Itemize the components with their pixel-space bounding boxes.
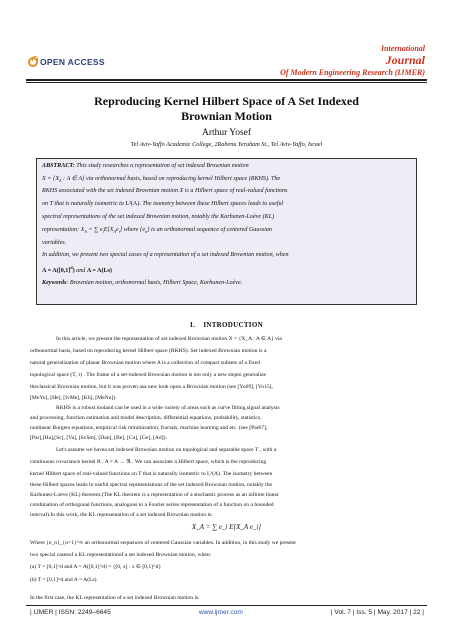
abstract-line-6: representation: $X_A$ = ∑ $e_iE[X_Ae_i]$ where $\{e_n\}$ is an orthonormal sequence of centered Gaussian: [42, 227, 272, 235]
abstract-text-6a: representation:: [42, 227, 81, 233]
page-footer: [30, 609, 424, 616]
header-divider: [26, 79, 427, 81]
footer-volume: | Vol. 7 | Iss. 5 | May. 2017 | 22 |: [330, 609, 424, 616]
abstract-kl-e: e: [115, 227, 119, 233]
footer-issn: | IJMER | ISSN: 2249–6645: [30, 609, 111, 616]
abstract-line-8: In addition, we present two special cases of a representation of a set indexed Brownian motion, when: [42, 252, 289, 258]
keywords-line: [42, 280, 414, 286]
abstract-line-5: spectral representations of the set indexed Brownian motion, notably the Karhunen-Loève (KL): [42, 214, 275, 220]
keywords-label: Keywords: [42, 280, 67, 286]
abstract-case-a-exp: d: [70, 265, 73, 270]
abstract-line-3: RKHS associated with the set indexed Brownian motion X is a Hilbert space of real-valued functions: [42, 188, 288, 194]
paper-title-line2: Brownian Motion: [181, 109, 272, 123]
case-b-line: (b) T = [0,1]^d and A = A(Ls): [30, 577, 97, 583]
body-line-17: interval).In this work, the KL representation of a set indexed Brownian motion is:: [30, 512, 213, 518]
abstract-line-7: variables.: [42, 240, 67, 246]
header-divider-thin: [26, 82, 427, 83]
abstract-text-4c: . The isometry between these Hilbert spaces leads to useful: [139, 201, 284, 207]
paper-title: [40, 94, 413, 124]
abstract-text-2: via orthonormal basis, based on reproducing kernel Hilbert space (RKHS). The: [84, 176, 281, 182]
open-access-lock-icon: [28, 57, 38, 67]
section-title: INTRODUCTION: [203, 321, 263, 329]
abstract-line-9: [42, 265, 414, 274]
abstract-case-a: A = A([0,1]: [42, 268, 71, 275]
body-line-11: Let's assume we havea set indexed Brownian motion on topological and separable space T , with a: [56, 447, 277, 453]
abstract-case-a-close: ): [72, 268, 75, 275]
abstract-and: and: [74, 268, 87, 275]
case-a-line: (a) T = [0,1]^d and A = A([0,1]^d) = {[0, x] : x ∈ [0,1]^d}: [30, 564, 162, 570]
body-line-08: and processing, function estimation and model description, differential equations, probability, statistics,: [30, 415, 262, 421]
abstract-formula-set: : A ∈ A}: [61, 176, 85, 182]
body-line-10: [Par],[Ha],[Sc], [Va], [ScSm], [Dan], [Be], [Cu], [Ge], [Ad]).: [30, 435, 167, 441]
abstract-text-6f: ] where {e: [119, 227, 146, 233]
journal-title-line1: International: [380, 44, 425, 53]
body-line-03: natural generalization of planar Brownian motion where A is a collection of compact subsets of a fixed: [30, 360, 260, 366]
body-line-12: continuous covariance kernel R : A × A → ℜ . We can associate a Hilbert space, which is the reproducing: [30, 459, 267, 465]
abstract-text-1: This study researches a representation of set indexed Brownian motion: [76, 163, 249, 169]
body-line-01: In this article, we present the representation of set indexed Brownian motion X = {X_A : A ∈ A} via: [56, 336, 282, 342]
body-line-16: combination of orthogonal functions, analogous to a Fourier series representation of a function on a bounded: [30, 502, 274, 508]
abstract-l2-formula: L²(A): [125, 201, 140, 207]
abstract-label: ABSTRACT:: [42, 163, 75, 169]
body-line-19: two special casesof a KL representationof a set indexed Brownian motion, when:: [30, 552, 212, 558]
body-line-18: Where {e_n}_{n=1}^∞ an orthonormal sequences of centered Gaussian variables. In addition, in this study we present: [30, 540, 296, 546]
footer-url[interactable]: www.ijmer.com: [198, 609, 243, 616]
body-line-05: theclassical Brownian motion, but it was proven asa new look upon a Brownian motion (see [Yo09], [Yo15],: [30, 384, 273, 390]
body-line-22: In the first case, the KL representation of a set indexed Brownian motion is:: [30, 595, 200, 601]
author-name: Arthur Yosef: [201, 128, 252, 138]
open-access-text: OPEN ACCESS: [40, 57, 105, 67]
keywords-text: : Brownian motion, orthonormal basis, Hilbert Space, Karhunen-Loève.: [66, 280, 243, 286]
abstract-line-2: $X = \{X_A$ : A ∈ A} via orthonormal basis, based on reproducing kernel Hilbert space (RKHS). The: [42, 176, 281, 184]
abstract-kl-exp: E[X: [103, 227, 114, 233]
journal-title-line2: Journal: [385, 53, 425, 67]
author-affiliation: Tel Aviv-Yaffo Academic College, 2Rabenu Yeruham St., Tel Aviv-Yaffo, Israel: [130, 141, 323, 148]
body-line-07: RKHS is a robust tooland can be used in a wide variety of areas such as curve fitting,signal analysis: [56, 405, 280, 411]
body-line-13: kernel Hilbert space of real-valued functions on T that is naturally isometric to L²(A). The isometry between: [30, 471, 273, 477]
paper-title-line1: Reproducing Kernel Hilbert Space of A Set Indexed: [94, 94, 359, 108]
body-line-09: nonlinear Burgers equations, empirical risk minimization, fractals, machine learning and etc. (see [Par67],: [30, 425, 268, 431]
abstract-case-b: A = A(Ls): [86, 268, 112, 275]
section-number: I.: [190, 321, 196, 329]
journal-title-line3: Of Modern Engineering Research (IJMER): [280, 68, 425, 77]
abstract-kl-sum: = ∑ e: [86, 227, 103, 233]
body-line-15: Karhunen-Loève (KL) theorem.(The KL theorem is a representation of a stochastic process as an infinite linear: [30, 492, 279, 498]
body-line-14: these Hilbert spaces leads to useful spectral representations of the set indexed Brownian motion, notably the: [30, 482, 273, 488]
open-access-logo: [28, 57, 105, 67]
abstract-line-1: [42, 163, 414, 169]
section-heading: [0, 321, 453, 329]
body-line-06: [MeYo], [He], [IvMe], [Kh], [MeNu]).: [30, 395, 117, 401]
body-line-04: topological space (T, τ) . The frame of a set-indexed Brownian motion is not only a new stepto generalize: [30, 372, 266, 378]
abstract-text-6g: } is an orthonormal sequence of centered Gaussian: [147, 227, 272, 233]
abstract-line-4: [42, 201, 414, 207]
kl-formula: X_A = ∑ e_i E[X_A e_i]: [191, 523, 262, 531]
abstract-kl-x: X: [80, 227, 85, 233]
body-line-02: orthonormal basis, based on reproducing kernel Hilbert space (RKHS). Set indexed Brownian motion is a: [30, 348, 267, 354]
abstract-text-4a: on T that is naturally isometric to: [42, 201, 126, 207]
footer-divider: [26, 605, 427, 606]
abstract-formula-x: X = {X: [42, 176, 60, 182]
